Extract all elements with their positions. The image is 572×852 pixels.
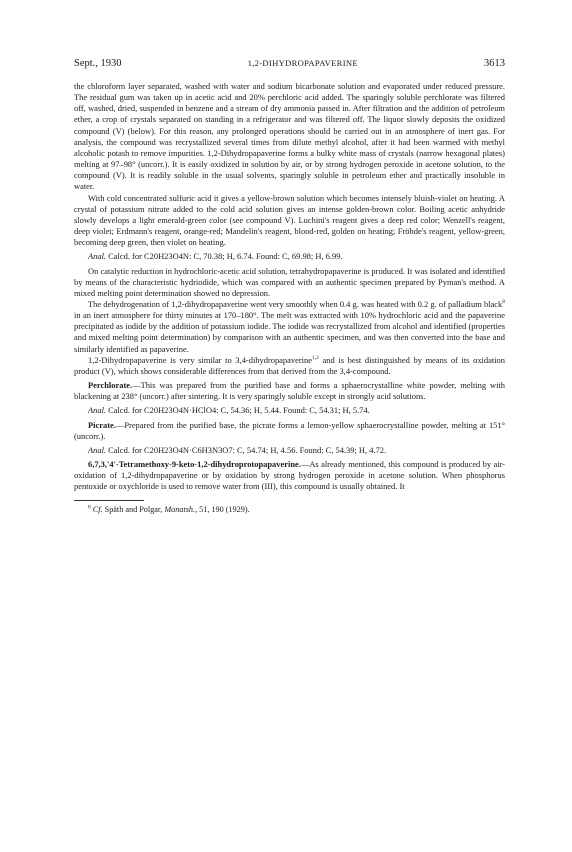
analysis-values: Calcd. for C20H23O4N: C, 70.38; H, 6.74. Found: C, 69.98; H, 6.99. [108,251,343,262]
footnote-divider [74,500,144,501]
comparison-text-a: 1,2-Dihydropapaverine is very similar to 3,4-dihydropapaverine [88,354,312,365]
perchlorate-text: —This was prepared from the purified base and forms a sphaerocrystalline white powder, melting with blackening at 238° (uncorr.) after sintering. It is very sparingly soluble except in strongly acid solutions. [74,380,505,402]
picrate-text: —Prepared from the purified base, the picrate forms a lemon-yellow sphaerocrystalline powder, melting at 151° (uncorr.). [74,419,505,441]
article-body [74,81,505,492]
analysis-label: Anal. [88,444,107,455]
paragraph-picrate [74,420,505,442]
picrate-heading: Picrate. [88,419,116,430]
analysis-values: Calcd. for C20H23O4N·HClO4: C, 54.36; H, 5.44. Found: C, 54.31; H, 5.74. [108,405,370,416]
paragraph-comparison [74,355,505,377]
analysis-label: Anal. [88,251,107,262]
footnote-marker: 8 [88,504,91,511]
perchlorate-heading: Perchlorate. [88,380,133,391]
paragraph-procedure: the chloroform layer separated, washed with water and sodium bicarbonate solution and evaporated under reduced pressure. The residual gum was taken up in acetic acid and 20% perchloric acid added. The sparingly soluble perchlorate was filtered off, washed, dried, suspended in benzene and a stream of dry ammonia passed in. After filtration and the addition of petroleum ether, a crop of crystals separated on standing in a refrigerator and was filtered off. The liquor slowly deposits the oxidized compound (V) (below). For this reason, any prolonged operations should be carried out in an atmosphere of inert gas. For analysis, the compound was recrystallized several times from dilute methyl alcohol, after it had been warmed with methyl alcoholic potash to remove impurities. 1,2-Dihydropapaverine forms a bulky white mass of crystals (narrow hexagonal plates) melting at 97–98° (uncorr.). It is easily oxidized in solution by air, or by strong hydrogen peroxide in acetone solution, to the compound (V). It is readily soluble in the usual solvents, sparingly soluble in petroleum ether and practically insoluble in water. [74,81,505,192]
paragraph-reduction: On catalytic reduction in hydrochloric-acetic acid solution, tetrahydropapaverine is produced. It was isolated and identified by means of the characteristic hydriodide, which was compared with an authentic specimen prepared by Pyman's method. A mixed melting point determination showed no depression. [74,265,505,298]
running-title: 1,2-DIHYDROPAPAVERINE [247,58,358,68]
analysis-base [74,251,505,262]
paragraph-tetramethoxy [74,459,505,492]
footnote [74,505,505,515]
paragraph-color-reactions: With cold concentrated sulfuric acid it gives a yellow-brown solution which becomes intensely bluish-violet on heating. A crystal of potassium nitrate added to the cold acid solution gives an intense golden-brown color. Boiling acetic anhydride slowly develops a light emerald-green color (see compound V). Luchini's reagent gives a deep red color; Wenzell's reagent, deep violet; Erdmann's reagent, orange-red; Mandelin's reagent, blood-red, golden on heating; Fröhde's reagent, yellow-green, becoming deep green, then violet on heating. [74,192,505,248]
dehydrogenation-text-b: in an inert atmosphere for thirty minutes at 170–180°. The melt was extracted with 10% hydrochloric acid and the papaverine precipitated as iodide by the addition of potassium iodide. The iodide was recrystallized from alcohol and identified (properties and mixed melting point determination) by comparison with an authentic specimen, and was then converted into the base and similarly identified as papaverine. [74,310,505,354]
journal-page [74,56,505,515]
issue-date: Sept., 1930 [74,58,122,69]
dehydrogenation-text-a: The dehydrogenation of 1,2-dihydropapaverine went very smoothly when 0.4 g. was heated with 0.2 g. of palladium black [88,298,503,309]
analysis-label: Anal. [88,405,107,416]
page-header [74,56,505,71]
paragraph-perchlorate [74,380,505,402]
footnote-ref: 8 [502,299,505,306]
analysis-picrate [74,445,505,456]
footnote-authors: Späth and Polgar, [102,505,165,515]
footnote-cf: Cf. [92,505,103,515]
analysis-values: Calcd. for C20H23O4N·C6H3N3O7: C, 54.74; H, 4.56. Found: C, 54.39; H, 4.72. [108,444,387,455]
page-number: 3613 [484,58,505,69]
footnote-reference: , 51, 190 (1929). [195,505,250,515]
tetramethoxy-text: —As already mentioned, this compound is produced by air-oxidation of 1,2-dihydropapaverine or by oxidation by strong hydrogen peroxide in acetone solution. When phosphorus pentoxide or oxychloride is used to remove water from (III), this compound is usually obtained. It [74,459,505,492]
tetramethoxy-heading: 6,7,3,'4'-Tetramethoxy-9-keto-1,2-dihydroprotopapaverine. [88,459,301,469]
reference-marker: 1,2 [311,354,319,361]
comparison-text-b: and is best distinguished by means of its oxidation product (V), which shows considerable differences from that derived from the 3,4-compound. [74,354,505,376]
footnote-journal: Monatsh. [164,505,196,515]
paragraph-dehydrogenation [74,299,505,355]
analysis-perchlorate [74,405,505,416]
